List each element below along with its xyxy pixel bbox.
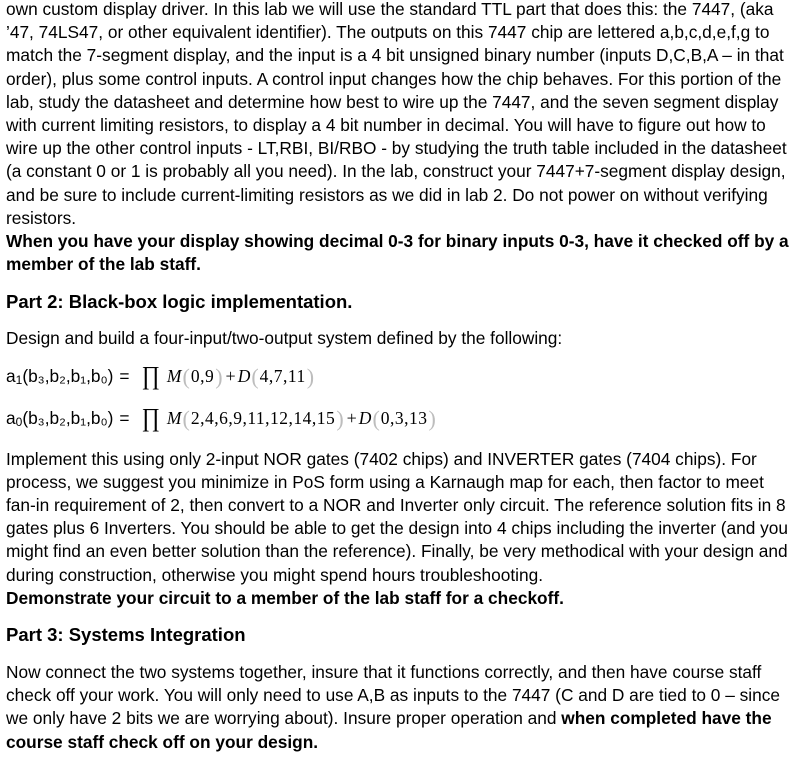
equals-sign: = — [119, 407, 130, 428]
open-paren: ( — [182, 363, 190, 389]
equals-sign: = — [119, 365, 130, 386]
maxterm-list: 0,9 — [190, 365, 215, 386]
equation-lhs-name: a — [6, 407, 16, 428]
maxterm-function: M — [166, 407, 182, 428]
part3-paragraph-start: Now connect the two systems together, insure that it functions correctly, and then have course staff check off your work. You will only need to use A,B as inputs to the 7447 (C and D are tied to 0 – since we only have 2 bits we are worrying about). Insure proper operation and — [6, 662, 780, 729]
part1-checkoff: When you have your display showing decimal 0-3 for binary inputs 0-3, have it checked off by a member of the lab staff. — [6, 231, 789, 275]
equation-a1 — [6, 361, 796, 391]
part2-checkoff: Demonstrate your circuit to a member of the lab staff for a checkoff. — [6, 587, 564, 608]
equation-lhs-args: (b₃,b₂,b₁,b₀) — [22, 407, 114, 428]
dontcare-function: D — [237, 365, 251, 386]
close-paren: ) — [215, 363, 223, 389]
equation-lhs-subscript: 1 — [15, 372, 23, 387]
part1-paragraph: own custom display driver. In this lab we will use the standard TTL part that does this: the 7447, (aka ’47, 74LS47, or other equivalent identifier). The outputs on this 7447 chip are lettered a,b,c,d,e,f,g to match the 7-segment display, and the input is a 4 bit unsigned binary number (inputs D,C,B,A – in that order), plus some control inputs. A control input changes how the chip behaves. For this portion of the lab, study the datasheet and determine how best to wire up the 7447, and the seven segment display with current limiting resistors, to display a 4 bit number in decimal. You will have to figure out how to wire up the other control inputs - LT,RBI, BI/RBO - by studying the truth table included in the datasheet (a constant 0 or 1 is probably all you need). In the lab, construct your 7447+7-segment display design, and be sure to include current-limiting resistors as we did in lab 2. Do not power on without verifying resistors. — [6, 0, 787, 228]
plus-sign: + — [225, 365, 236, 386]
maxterm-list: 2,4,6,9,11,12,14,15 — [190, 407, 336, 428]
open-paren: ( — [251, 363, 259, 389]
close-paren: ) — [306, 363, 315, 389]
close-paren: ) — [336, 405, 344, 431]
dontcare-function: D — [358, 407, 372, 428]
plus-sign: + — [346, 407, 357, 428]
dontcare-list: 4,7,11 — [259, 365, 306, 386]
part3-paragraph-bold: when completed have the course staff check off on your design. — [6, 708, 772, 752]
part2-paragraph: Implement this using only 2-input NOR gates (7402 chips) and INVERTER gates (7404 chips). For process, we suggest you minimize in PoS form using a Karnaugh map for each, then factor to meet fan-in requirement of 2, then convert to a NOR and Inverter only circuit. The reference solution fits in 8 gates plus 6 Inverters. You should be able to get the design into 4 chips including the inverter (and you might find an even better solution than the reference). Finally, be very methodical with your design and during construction, otherwise you might spend hours troubleshooting. — [6, 448, 789, 585]
open-paren: ( — [182, 405, 190, 431]
part2-heading: Part 2: Black-box logic implementation. — [6, 291, 353, 313]
equation-lhs-subscript: 0 — [15, 414, 23, 429]
part3-paragraph — [6, 661, 796, 754]
dontcare-list: 0,3,13 — [380, 407, 428, 428]
close-paren: ) — [428, 405, 436, 431]
product-symbol: ∏ — [141, 403, 160, 433]
equation-lhs-args: (b₃,b₂,b₁,b₀) — [22, 365, 114, 386]
open-paren: ( — [372, 405, 380, 431]
product-symbol: ∏ — [141, 361, 160, 391]
part2-intro: Design and build a four-input/two-output system defined by the following: — [6, 328, 563, 349]
maxterm-function: M — [166, 365, 182, 386]
equation-a0 — [6, 403, 796, 433]
equation-lhs-name: a — [6, 365, 16, 386]
lab-document — [6, 0, 796, 754]
part3-heading: Part 3: Systems Integration — [6, 624, 246, 646]
